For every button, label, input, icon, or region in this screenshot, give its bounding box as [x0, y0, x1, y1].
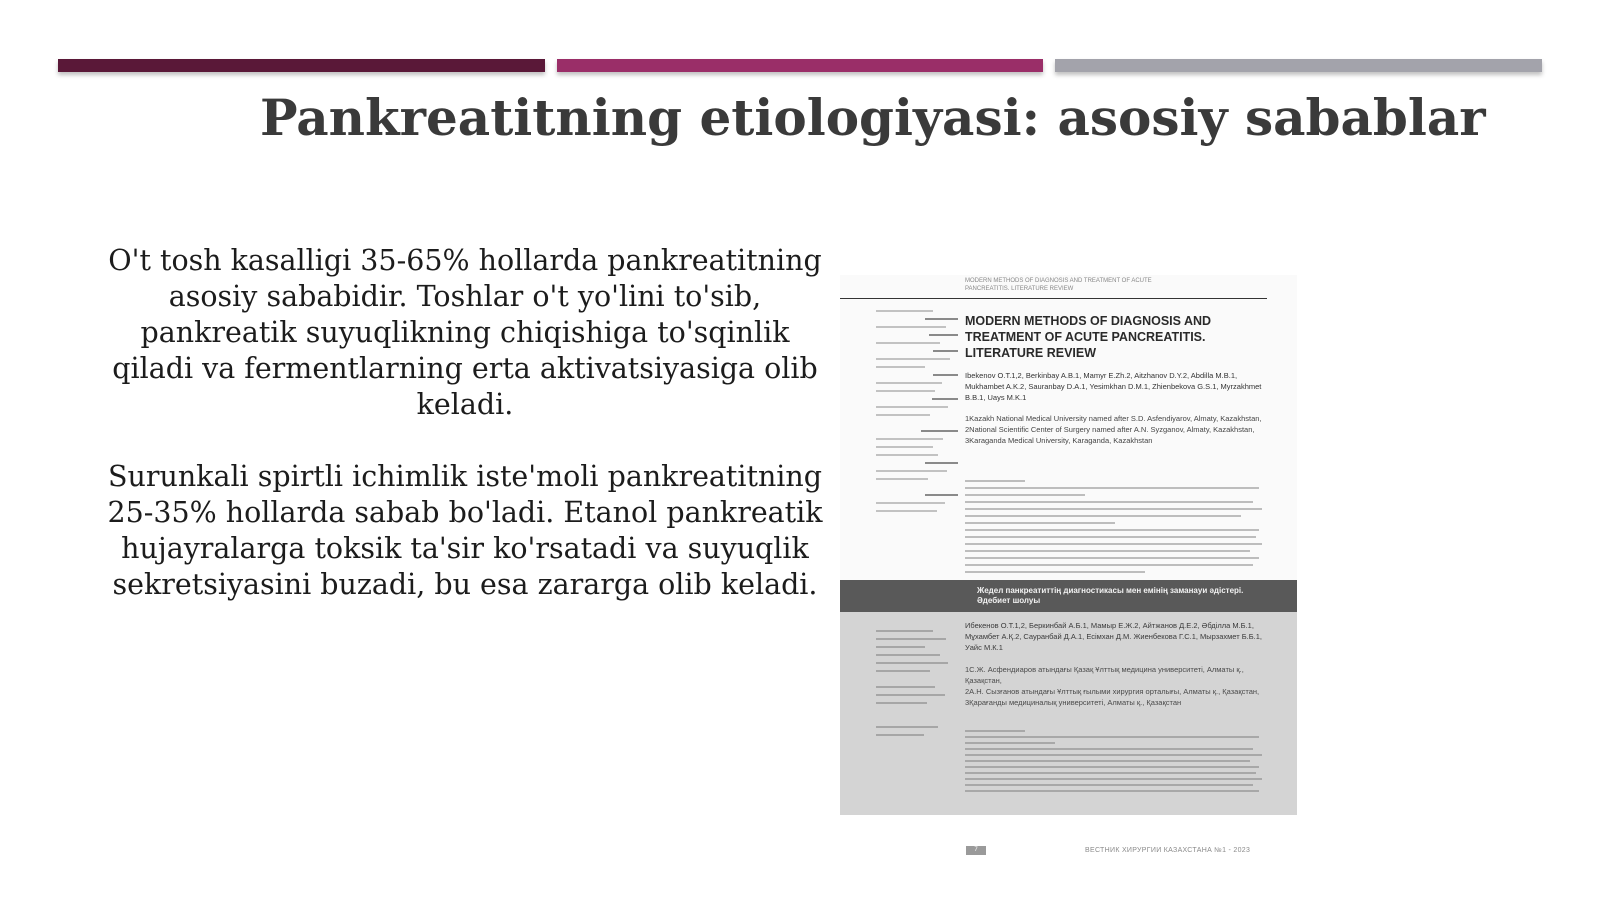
- paragraph-alcohol: Surunkali spirtli ichimlik iste'moli pankreatitning 25-35% hollarda sabab bo'ladi. Etanol pankreatik hujayralarga toksik ta'sir ko'rsatadi va suyuqlik sekretsiyasini buzadi, bu esa zararga olib keladi.: [107, 460, 823, 601]
- kazakh-margin-notes: [876, 630, 958, 742]
- abstract-text-blurred: [965, 480, 1265, 578]
- kazakh-title-band: [840, 580, 1297, 612]
- affiliation-line: 2National Scientific Center of Surgery named after A.N. Syzganov, Almaty, Kazakhstan,: [965, 425, 1255, 434]
- article-affiliations: [965, 413, 1265, 446]
- accent-bar-3: [1055, 59, 1542, 72]
- accent-bar-2: [557, 59, 1043, 72]
- affiliation-line: 3Karaganda Medical University, Karaganda, Kazakhstan: [965, 436, 1153, 445]
- slide-title: Pankreatitning etiologiyasi: asosiy sabablar: [260, 88, 1486, 147]
- header-rule: [840, 298, 1267, 299]
- kazakh-affiliation-line: 2А.Н. Сызғанов атындағы Ұлттық ғылыми хирургия орталығы, Алматы қ., Қазақстан,: [965, 687, 1260, 696]
- affiliation-line: 1Kazakh National Medical University named after S.D. Asfendiyarov, Almaty, Kazakhstan,: [965, 414, 1262, 423]
- kazakh-affiliations: [965, 664, 1275, 708]
- running-head: MODERN METHODS OF DIAGNOSIS AND TREATMENT OF ACUTE PANCREATITIS. LITERATURE REVIEW: [965, 278, 1152, 292]
- kazakh-affiliation-line: 1С.Ж. Асфендиаров атындағы Қазақ Ұлттық медицина университеті, Алматы қ., Қазақстан,: [965, 665, 1244, 685]
- kazakh-title: Жедел панкреатиттің диагностикасы мен емінің заманауи әдістері. Әдебиет шолуы: [977, 586, 1244, 605]
- page-number: 7: [966, 846, 986, 855]
- slide-body: [104, 243, 826, 639]
- kazakh-abstract-blurred: [965, 730, 1265, 796]
- kazakh-authors: Ибекенов О.Т.1,2, Беркинбай А.Б.1, Мамыр Е.Ж.2, Айтжанов Д.Е.2, Әбділла М.Б.1, Мұхамбет А.Қ.2, Сауранбай Д.А.1, Есімхан Д.М. Жиенбекова Г.С.1, Мырзахмет Б.Б.1, Уайс М.К.1: [965, 621, 1262, 652]
- article-title: MODERN METHODS OF DIAGNOSIS AND TREATMENT OF ACUTE PANCREATITIS. LITERATURE REVIEW: [965, 314, 1212, 360]
- kazakh-abstract-block: [840, 580, 1297, 815]
- article-image: [840, 275, 1297, 815]
- article-authors: Ibekenov O.T.1,2, Berkinbay A.B.1, Mamyr E.Zh.2, Aitzhanov D.Y.2, Abdilla M.B.1, Mukhambet A.K.2, Sauranbay D.A.1, Yesimkhan D.M.1, Zhienbekova G.S.1, Myrzakhmet B.B.1, Uays M.K.1: [965, 371, 1262, 402]
- kazakh-affiliation-line: 3Қарағанды медициналық университеті, Алматы қ., Қазақстан: [965, 698, 1182, 707]
- journal-footer: ВЕСТНИК ХИРУРГИИ КАЗАХСТАНА №1 - 2023: [1085, 847, 1251, 854]
- accent-bar-1: [58, 59, 545, 72]
- paragraph-gallstones: O't tosh kasalligi 35-65% hollarda pankreatitning asosiy sababidir. Toshlar o't yo'lini to'sib, pankreatik suyuqlikning chiqishiga to'sqinlik qiladi va fermentlarning erta aktivatsiyasiga olib keladi.: [108, 244, 822, 421]
- article-margin-notes: [876, 310, 958, 518]
